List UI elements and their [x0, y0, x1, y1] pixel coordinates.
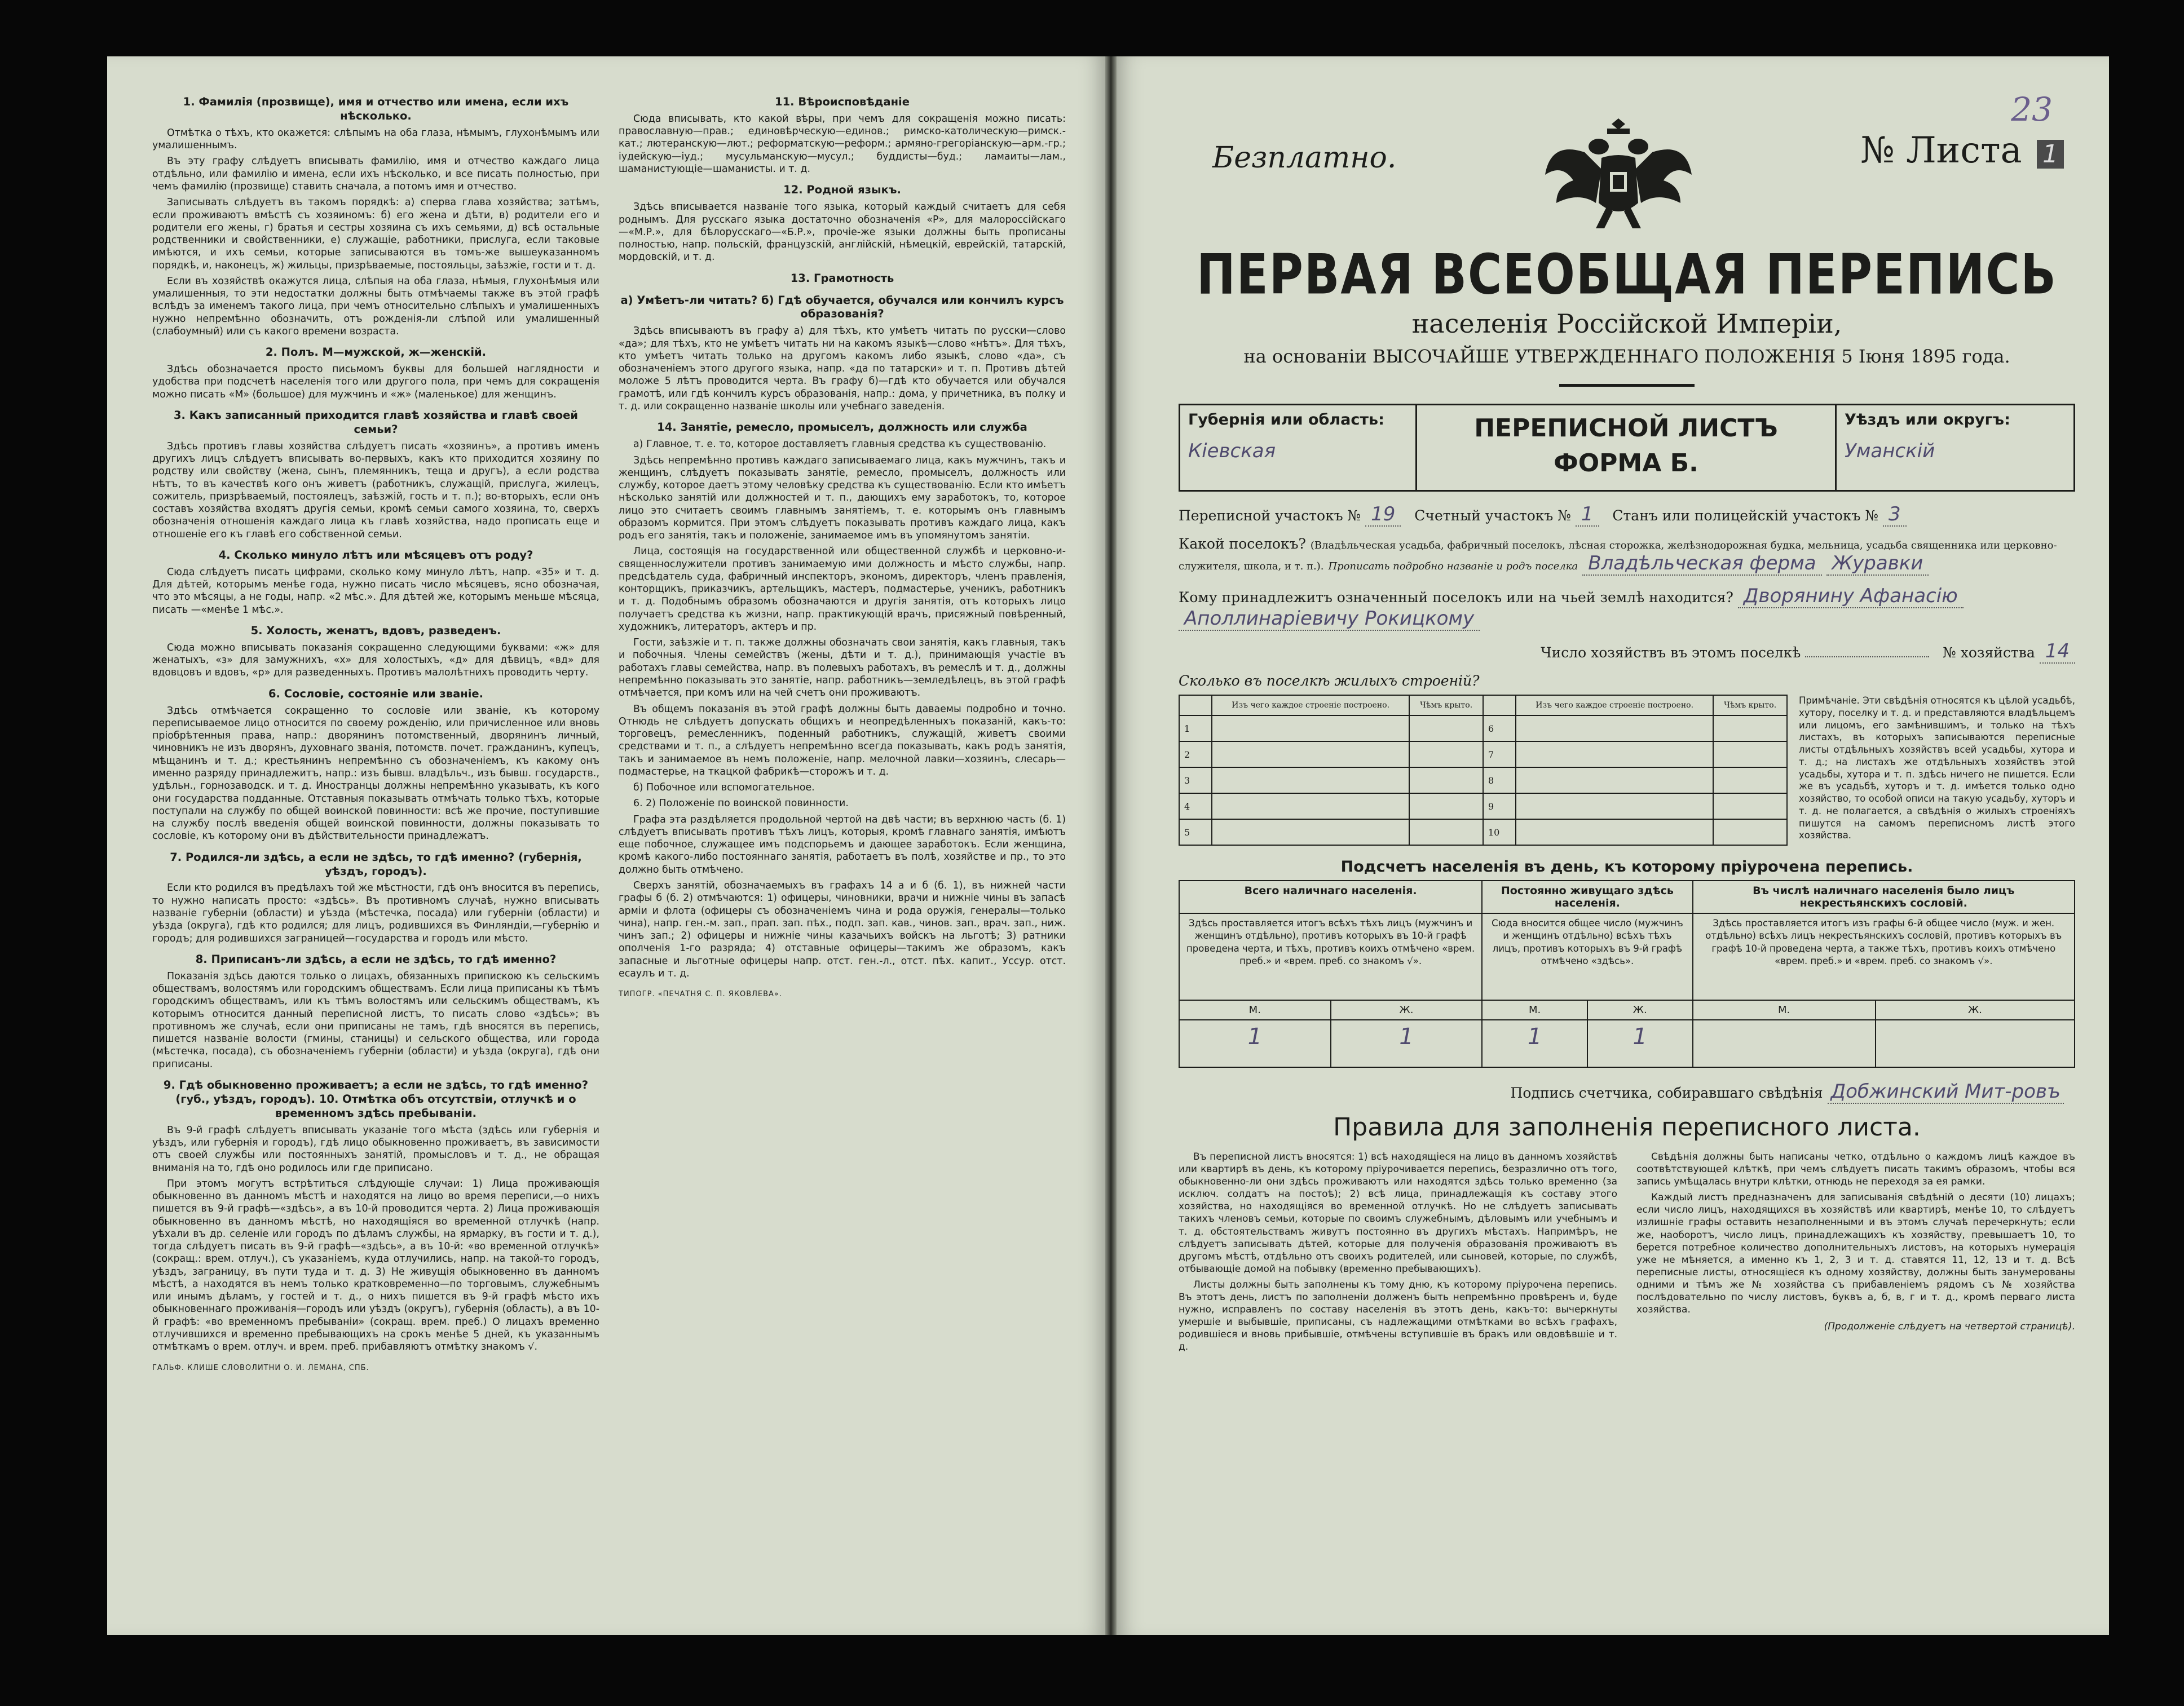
sex-label: Ж. — [1331, 1000, 1483, 1020]
sex-label: М. — [1179, 1000, 1331, 1020]
sex-label: Ж. — [1876, 1000, 2075, 1020]
count-value — [1876, 1020, 2075, 1067]
instruction-paragraph: Въ общемъ показанія въ этой графѣ должны быть даваемы подробно и точно. Отнюдь не слѣдуетъ допускать общихъ и неопредѣленныхъ показаній, какъ-то: торговецъ, ремесленникъ, поденный работникъ, служащій, живетъ своими средствами и т. п., а слѣдуетъ непремѣнно всегда показывать, какъ родъ занятія, такъ и занимаемое въ немъ положеніе, напр. мелочной лавки—хозяинъ, слесарь—подмастерье, на ткацкой фабрикѣ—сторожъ и т. д. — [619, 703, 1066, 777]
uezd-cell: Уѣздъ или округъ: Уманскій — [1837, 405, 2073, 490]
instruction-paragraph: Если кто родился въ предѣлахъ той же мѣстности, гдѣ онъ вносится въ перепись, то нужно написать просто: «здѣсь». Въ противномъ случаѣ, нужно вписывать названіе губерніи (области) и уѣзда (мѣстечка, посада) или губерніи (области) и уѣзда (округа), гдѣ кто родился; для лицъ, родившихся въ Финляндіи,—губернію и городъ; для родившихся заграницей—государства и городъ или мѣсто. — [152, 882, 599, 944]
rules-section — [1179, 1151, 2075, 1357]
gubernia-cell: Губернія или область: Кіевская — [1180, 405, 1417, 490]
count-value: 1 — [1331, 1020, 1483, 1067]
section-heading: 3. Какъ записанный приходится главѣ хозяйства и главѣ своей семьи? — [173, 408, 579, 436]
buildings-row: 3 8 — [1179, 767, 1787, 793]
census-sheet-page — [1117, 56, 2109, 1635]
continued-note: (Продолженіе слѣдуетъ на четвертой страницѣ). — [1824, 1321, 2075, 1333]
sheet-number-value: 1 — [2037, 140, 2064, 169]
households-line: Число хозяйствъ въ этомъ поселкѣ № хозяйства 14 — [1179, 640, 2075, 662]
buildings-row: 4 9 — [1179, 793, 1787, 819]
buildings-label: Сколько въ поселкѣ жилыхъ строеній? — [1179, 673, 1480, 689]
count-column-description: Здѣсь проставляется итогъ всѣхъ тѣхъ лицъ (мужчинъ и женщинъ отдѣльно), противъ которыхъ въ 10-й графѣ проведена черта, и тѣхъ, противъ коихъ отмѣчено «врем. преб.» и «врем. преб. со знакомъ √». — [1179, 913, 1482, 1000]
free-label: Безплатно. — [1212, 141, 1397, 175]
form-type-cell: ПЕРЕПИСНОЙ ЛИСТЪ ФОРМА Б. — [1417, 405, 1837, 490]
instructions-column-right — [619, 87, 1066, 1612]
buildings-section — [1179, 695, 2075, 846]
sex-label: М. — [1482, 1000, 1587, 1020]
instruction-paragraph: Здѣсь вписываютъ въ графу а) для тѣхъ, кто умѣетъ читать по русски—слово «да»; для тѣхъ, кто не умѣетъ читать ни на какомъ языкѣ—слово «нѣтъ». Для тѣхъ, кто умѣетъ читать только на другомъ какомъ либо языкѣ, слово «да», съ обозначеніемъ этого другого языка, напр. «да по татарски» и т. п. Противъ дѣтей моложе 5 лѣтъ проводится черта. Въ графу б)—гдѣ кто обучается или обучался грамотѣ, или гдѣ кончилъ курсъ образованія, напр.: дома, у причетника, въ полку и т. д. или сокращенно названіе школы или учебнаго заведенія. — [619, 325, 1066, 413]
rules-column-right — [1636, 1151, 2075, 1357]
district-line: Переписной участокъ № 19 Счетный участокъ № 1 Станъ или полицейскій участокъ № 3 — [1179, 503, 2075, 525]
instruction-paragraph: Сюда слѣдуетъ писать цифрами, сколько кому минуло лѣтъ, напр. «35» и т. д. Для дѣтей, которымъ менѣе года, нужно писать число мѣсяцевъ, ясно обозначая, что это мѣсяцы, а не годы, напр. «2 мѣс.». Для дѣтей же, которымъ меньше мѣсяца, писать —«менѣе 1 мѣс.». — [152, 566, 599, 616]
count-column-header: Въ числѣ наличнаго населенія было лицъ некрестьянскихъ сословій. — [1693, 881, 2075, 913]
owner-value: Дворянину Афанасію — [1738, 585, 1964, 608]
rule-paragraph: Каждый листъ предназначенъ для записыванія свѣдѣній о десяти (10) лицахъ; если число лицъ, находящихся въ хозяйствѣ или квартирѣ, менѣе 10, то слѣдуетъ излишніе графы оставить незаполненными и въ этомъ случаѣ перечеркнуть; если же, наоборотъ, число лицъ, принадлежащихъ къ хозяйству, превышаетъ 10, то берется потребное количество дополнительныхъ листовъ, на которыхъ нумерація уже не мѣняется, а именно къ 1, 2, 3 и т. д. ставятся 11, 12, 13 и т. д. Всѣ переписные листы, относящіеся къ одному хозяйству, должны быть занумерованы одними и тѣмъ же № хозяйства съ прибавленіемъ рядомъ съ № хозяйства послѣдовательно по числу листовъ, буквъ а, б, в, г и т. д., кромѣ перваго листа хозяйства. — [1636, 1192, 2075, 1316]
section-heading: 11. Вѣроисповѣданіе — [775, 95, 910, 108]
section-heading: 13. Грамотность — [790, 271, 894, 285]
section-heading: 12. Родной языкъ. — [783, 183, 901, 197]
signature-value: Добжинский Мит-ровъ — [1828, 1080, 2064, 1104]
owner-value-2: Аполлинаріевичу Рокицкому — [1179, 607, 1480, 631]
rule-paragraph: Свѣдѣнія должны быть написаны четко, отдѣльно о каждомъ лицѣ каждое въ соотвѣтствующей клѣткѣ, при чемъ слѣдуетъ писать такимъ образомъ, чтобы вся запись умѣщалась внутри клѣтки, отнюдь не переходя за ея рамки. — [1636, 1151, 2075, 1188]
instruction-paragraph: Здѣсь непремѣнно противъ каждаго записываемаго лица, какъ мужчинъ, такъ и женщинъ, слѣдуетъ показывать занятіе, ремесло, промыселъ, должность или службу, которое даетъ этому человѣку средства къ существованію. Если кто имѣетъ нѣсколько занятій или должностей и т. п., дающихъ ему заработокъ, то, которое лицо это считаетъ своимъ главнымъ занятіемъ, т. е. которымъ онъ главнымъ образомъ кормится. При этомъ слѣдуетъ показывать противъ каждаго лица, какъ родъ его занятія, такъ и положеніе, занимаемое имъ въ упомянутомъ занятіи. — [619, 454, 1066, 542]
instruction-paragraph: Здѣсь обозначается просто письмомъ буквы для большей наглядности и удобства при подсчетѣ населенія того или другого пола, при чемъ для сокращенія можно писать «М» (большое) для мужчинъ и «ж» (маленькое) для женщинъ. — [152, 364, 599, 400]
buildings-table: Изъ чего каждое строеніе построено. Чѣмъ крыто. Изъ чего каждое строеніе построено. Чѣмъ крыто. 1 6 2 7 3 8 4 9 5 10 — [1179, 695, 1788, 846]
population-count-title: Подсчетъ населенія въ день, къ которому пріурочена перепись. — [1340, 858, 1913, 876]
instruction-paragraph: Отмѣтка о тѣхъ, кто окажется: слѣпымъ на оба глаза, нѣмымъ, глухонѣмымъ или умалишеннымъ. — [152, 127, 599, 152]
buildings-row: 5 10 — [1179, 819, 1787, 845]
count-column-description: Здѣсь проставляется итогъ изъ графы 6-й общее число (муж. и жен. отдѣльно) всѣхъ лицъ некрестьянскихъ сословій, противъ которыхъ въ графѣ 10-й проведена черта, а также тѣхъ, противъ коихъ отмѣчено «врем. преб.» и «врем. преб. со знакомъ √». — [1693, 913, 2075, 1000]
census-district-value: 19 — [1365, 503, 1401, 527]
household-number-value: 14 — [2040, 640, 2075, 664]
rules-title: Правила для заполненія переписного листа. — [1333, 1113, 1921, 1142]
count-value — [1693, 1020, 1876, 1067]
section-heading: 4. Сколько минуло лѣтъ или мѣсяцевъ отъ роду? — [218, 548, 533, 562]
count-value: 1 — [1179, 1020, 1331, 1067]
instruction-paragraph: Показанія здѣсь даются только о лицахъ, обязанныхъ припискою къ сельскимъ обществамъ, волостямъ или городскимъ обществамъ. Если лица приписаны къ тѣмъ городскимъ обществамъ, или къ тѣмъ волостямъ или сельскимъ обществамъ, къ которымъ относится данный переписной листъ, то писать слово «здѣсь»; въ противномъ же случаѣ, если они приписаны не тамъ, гдѣ вносятся въ перепись, пишется названіе волости (гмины, станицы) и сельского общества, или города (мѣстечка, посада), съ обозначеніемъ губерніи (области) и уѣзда (округа), гдѣ они приписаны. — [152, 970, 599, 1070]
settlement-value: Владѣльческая ферма — [1582, 552, 1821, 576]
section-heading: 6. Сословіе, состояніе или званіе. — [268, 687, 484, 700]
form-subtitle: населенія Россійской Имперіи, — [1411, 308, 1842, 339]
count-district-value: 1 — [1576, 503, 1599, 527]
form-basis: на основаніи ВЫСОЧАЙШЕ УТВЕРЖДЕННАГО ПОЛОЖЕНІЯ 5 Іюня 1895 года. — [1243, 346, 2010, 367]
stan-value: 3 — [1883, 503, 1907, 527]
instruction-paragraph: Гости, заѣзжіе и т. п. также должны обозначать свои занятія, какъ главныя, такъ и побочныя. Члены семействъ (жены, дѣти и т. д.), принимающія участіе въ работахъ главы семейства, напр. въ полевыхъ работахъ, въ ремеслѣ и т. д., должны непремѣнно показывать это занятіе, напр. работникъ—земледѣлецъ, въ этой графѣ отмѣчается, при комъ или на чей счетъ они проживаютъ. — [619, 637, 1066, 699]
instructions-page — [107, 56, 1105, 1635]
gubernia-value: Кіевская — [1188, 440, 1276, 462]
instruction-paragraph: Лица, состоящія на государственной или общественной службѣ и церковно-и-священнослужители противъ занимаемую ими должность и мѣсто службы, напр. предсѣдатель суда, фабричный инспекторъ, экономъ, директоръ, членъ правленія, конторщикъ, приказчикъ, артельщикъ, мастеръ, подмастерье, ученикъ, работникъ и т. д. Подобнымъ образомъ обозначаются и другія занятія, отъ которыхъ лицо получаетъ средства къ жизни, напр. практикующій врачъ, присяжный повѣренный, художникъ, литераторъ, актеръ и пр. — [619, 546, 1066, 633]
form-title: ПЕРВАЯ ВСЕОБЩАЯ ПЕРЕПИСЬ — [1197, 242, 2057, 307]
section-heading: 8. Приписанъ-ли здѣсь, а если не здѣсь, то гдѣ именно? — [195, 952, 557, 966]
instruction-paragraph: Здѣсь вписывается названіе того языка, который каждый считаетъ для себя роднымъ. Для русскаго языка достаточно обозначенія «Р», для малороссійскаго—«М.Р.», для бѣлорусскаго—«Б.Р.», прочіе-же языки должны быть прописаны полностью, напр. польскій, французскій, англійскій, нѣмецкій, еврейскій, татарскій, мордовскій, и т. д. — [619, 201, 1066, 263]
enumerator-signature: Подпись счетчика, собиравшаго свѣдѣнія Добжинский Мит-ровъ — [1179, 1080, 2064, 1103]
instruction-paragraph: Въ 9-й графѣ слѣдуетъ вписывать указаніе того мѣста (здѣсь или губернія и уѣздъ, или губернія и городъ), гдѣ лицо обыкновенно проживаетъ, въ зависимости отъ своей службы или постоянныхъ занятій, промысловъ и т. д., не обращая вниманія на то, гдѣ оно родилось или где приписано. — [152, 1124, 599, 1174]
instruction-paragraph: Сюда можно вписывать показанія сокращенно следующими буквами: «ж» для женатыхъ, «з» для замужнихъ, «х» для холостыхъ, «д» для дѣвицъ, «вд» для вдовцовъ и вдовъ, «р» для разведенныхъ. Противъ малолѣтнихъ проводить черту. — [152, 642, 599, 679]
population-count-table — [1179, 880, 2075, 1068]
instruction-paragraph: 6. 2) Положеніе по воинской повинности. — [633, 798, 849, 810]
instruction-paragraph: Если въ хозяйствѣ окажутся лица, слѣпыя на оба глаза, нѣмыя, глухонѣмыя или умалишенныя, то эти недостатки должны быть отмѣчаемы также въ этой графѣ вслѣдъ за именемъ такого лица, при чемъ относительно слѣпыхъ и умалишенныхъ нужно непремѣнно обозначить, отъ рожденія-ли слѣпой или умалишенный (слабоумный) или съ какого времени возраста. — [152, 275, 599, 337]
double-headed-eagle-icon — [1539, 107, 1697, 237]
instructions-column-left — [152, 87, 599, 1612]
instruction-paragraph: Записывать слѣдуетъ въ такомъ порядкѣ: а) сперва глава хозяйства; затѣмъ, если проживаютъ вмѣстѣ съ хозяиномъ: б) его жена и дѣти, в) родители его и родители его жены, г) братья и сестры хозяина съ ихъ семьями, д) всѣ остальные родственники и свойственники, е) служащіе, работники, прислуга, если таковые имѣются, и ихъ семьи, которые записываются въ томъ-же вышеуказанномъ порядкѣ, и, наконецъ, ж) жильцы, призрѣваемые, постояльцы, заѣзжіе, гости и т. д. — [152, 197, 599, 271]
buildings-note: Примѣчаніе. Эти свѣдѣнія относятся къ цѣлой усадьбѣ, хутору, поселку и т. д. и представляются владѣльцемъ или лицомъ, его замѣнившимъ, и только на тѣхъ листахъ, въ которыхъ записываются переписные листы отдѣльныхъ хозяйствъ всей усадьбы, хутора и т. д.; на листахъ же отдѣльныхъ хозяйствъ этой усадьбы, хутора и т. п. здѣсь ничего не пишется. Если же въ усадьбѣ, хуторъ и т. д. имѣется только одно хозяйство, то особой описи на такую усадьбу, хуторъ и т. д. не полагается, а свѣдѣнія о жилыхъ строеніяхъ пишутся на самомъ переписномъ листѣ этого хозяйства. — [1799, 695, 2075, 841]
instruction-paragraph: Здѣсь противъ главы хозяйства слѣдуетъ писать «хозяинъ», а противъ именъ другихъ лицъ слѣдуетъ вписывать во-первыхъ, какъ кто приходится хозяину по родству или свойству (жена, сынъ, племянникъ, теща и другъ), а если родства нѣтъ, то въ качествѣ кого онъ живетъ (работникъ, служащій, прислуга, жилецъ, сожитель, призрѣваемый, постоялецъ, заѣзжій, гость и т. п.); во-вторыхъ, если онъ составъ хозяйства входятъ другія семьи, кромѣ семьи самого хозяина, то, сверхъ обозначенія отношенія каждаго лица къ главѣ хозяйства, надо прописать еще и отношеніе его къ главѣ его собственной семьи. — [152, 440, 599, 540]
uezd-value: Уманскій — [1845, 440, 1935, 462]
count-column-header: Постоянно живущаго здѣсь населенія. — [1482, 881, 1692, 913]
settlement-value-2: Журавки — [1826, 552, 1929, 576]
rules-column-left — [1179, 1151, 1617, 1357]
section-heading: 7. Родился-ли здѣсь, а если не здѣсь, то гдѣ именно? (губернія, уѣздъ, городъ). — [170, 850, 582, 878]
handwritten-page-number: 23 — [2011, 90, 2053, 129]
count-value: 1 — [1587, 1020, 1693, 1067]
rule-paragraph: Въ переписной листъ вносятся: 1) всѣ находящіеся на лицо въ данномъ хозяйствѣ или квартирѣ въ день, къ которому пріурочивается перепись, безразлично отъ того, обыкновенно-ли они здѣсь проживаютъ или находятся здѣсь только временно (за исключ. солдатъ на постоѣ); 2) всѣ лица, принадлежащія къ составу этого хозяйства, но находящіяся во временной отлучкѣ. Но не слѣдуетъ записывать такихъ членовъ семьи, которые по своимъ служебнымъ, дѣловымъ или учебнымъ и т. д. обстоятельствамъ живутъ постоянно въ другихъ мѣстахъ. Напримѣръ, не слѣдуетъ записывать дѣтей, которые для полученія образованія проживаютъ въ другомъ мѣстѣ, отдѣльно отъ своихъ родителей, или сыновей, которые, по службѣ, отбывающіе домой на побывку (временно пребывающихъ). — [1179, 1151, 1617, 1275]
section-heading: а) Умѣетъ-ли читать? б) Гдѣ обучается, обучался или кончилъ курсъ образованія? — [620, 293, 1064, 321]
section-heading: 14. Занятіе, ремесло, промыселъ, должность или служба — [657, 421, 1027, 434]
census-form-spread — [107, 56, 2109, 1635]
title-divider — [1559, 384, 1695, 387]
buildings-row: 1 6 — [1179, 715, 1787, 741]
section-heading: 5. Холость, женатъ, вдовъ, разведенъ. — [250, 624, 501, 637]
section-heading: 2. Полъ. М—мужской, ж—женскій. — [265, 346, 487, 359]
section-heading: 9. Гдѣ обыкновенно проживаетъ; а если не здѣсь, то гдѣ именно? (губ., уѣздъ, городъ). 10. Отмѣтка объ отсутствіи, отлучкѣ и о временномъ здѣсь пребываніи. — [163, 1078, 589, 1120]
count-column-description: Сюда вносится общее число (мужчинъ и женщинъ отдѣльно) всѣхъ тѣхъ лицъ, противъ которыхъ въ 9-й графѣ отмѣчено «здѣсь». — [1482, 913, 1692, 1000]
owner-line: Кому принадлежитъ означенный поселокъ или на чьей землѣ находится? Дворянину Афанасію Аполлинаріевичу Рокицкому — [1179, 585, 2075, 630]
instruction-paragraph: Сюда вписывать, кто какой вѣры, при чемъ для сокращенія можно писать: православную—прав.; единовѣрческую—единов.; римско-католическую—римск.-кат.; лютеранскую—лют.; реформатскую—реформ.; армяно-грегоріанскую—арм.-гр.; іудейскую—іуд.; мусульманскую—мусул.; буддисты—буд.; ламаиты—лам., шаманистующіе—шаманисты. и т. д. — [619, 113, 1066, 175]
buildings-row: 2 7 — [1179, 741, 1787, 767]
sex-label: Ж. — [1587, 1000, 1693, 1020]
instruction-paragraph: б) Побочное или вспомогательное. — [633, 782, 815, 794]
printer-note: ТИПОГР. «ПЕЧАТНЯ С. П. ЯКОВЛЕВА». — [619, 990, 783, 999]
instruction-paragraph: а) Главное, т. е. то, которое доставляетъ главныя средства къ существованію. — [633, 439, 1047, 450]
instruction-paragraph: Въ эту графу слѣдуетъ вписывать фамилію, имя и отчество каждаго лица отдѣльно, или фамилію и имена, если ихъ нѣсколько, и все писать полностью, при чемъ фамилію (прозвище) ставить сначала, а потомъ имя и отчество. — [152, 156, 599, 192]
instruction-paragraph: При этомъ могутъ встрѣтиться слѣдующіе случаи: 1) Лица проживающія обыкновенно въ данномъ мѣстѣ и находятся на лицо во время переписи,—о нихъ пишется въ 9-й графѣ—«здѣсь», а въ 10-й проводится черта. 2) Лица проживающія обыкновенно въ данномъ мѣстѣ, но находящіяся во временной отлучкѣ (напр. уѣхали въ др. селеніе или городъ по дѣламъ службы, на ярмарку, въ гости и т. д.), тогда слѣдуетъ писать въ 9-й графѣ—«здѣсь», а въ 10-й: «во временной отлучкѣ» (сокращ.: врем. отлуч.), съ указаніемъ, куда отлучились, напр. на такой-то городъ, уѣздъ, заграницу, въ пути туда и т. д. 3) Не живущія обыкновенно въ данномъ мѣстѣ, а находятся въ немъ только кратковременно—по торговымъ, служебнымъ или инымъ дѣламъ, у гостей и т. д., о нихъ пишется въ 9-й графѣ мѣсто ихъ обыкновеннаго проживанія—городъ или уѣздъ (округъ), губернія (область), а въ 10-й графѣ: «во временномъ пребываніи» (сокращ. врем. преб.) О лицахъ временно отлучившихся и временно пребывающихъ на срокъ менѣе 5 дней, къ указаннымъ отмѣткамъ о врем. отлуч. и врем. преб. прибавляютъ отмѣтку знакомъ √. — [152, 1178, 599, 1353]
instruction-paragraph: Графа эта раздѣляется продольной чертой на двѣ части; въ верхнюю часть (б. 1) слѣдуетъ вписывать противъ тѣхъ лицъ, которыя, кромѣ главнаго занятія, имѣютъ еще побочное, служащее имъ подспорьемъ и дающее заработокъ. Если женщина, кромѣ какого-либо постояннаго занятія, работаетъ въ полѣ, хозяйстве и пр., то это должно быть отмѣчено. — [619, 814, 1066, 876]
settlement-line: Какой поселокъ? (Владѣльческая усадьба, фабричный поселокъ, лѣсная сторожка, желѣзнодорожная будка, мельница, усадьба священника или церковно-служителя, школа, и т. п.). Прописать подробно названіе и родъ поселка Владѣльческая ферма Журавки — [1179, 536, 2057, 574]
book-gutter — [1105, 56, 1117, 1635]
printer-note: ГАЛЬФ. КЛИШЕ СЛОВОЛИТНИ О. И. ЛЕМАНА, СПБ. — [152, 1363, 369, 1372]
rule-paragraph: Листы должны быть заполнены къ тому дню, къ которому пріурочена перепись. Въ этотъ день, листъ по заполненіи долженъ быть непремѣнно провѣренъ и, буде нужно, исправленъ по составу населенія въ этотъ день, какъ-то: вычеркнуты умершіе и выбывшіе, приписаны, съ надлежащими отмѣтками во всѣхъ графахъ, родившіеся и вновь прибывшіе, отмѣчены вступившіе въ бракъ или овдовѣвшіе и т. д. — [1179, 1279, 1617, 1353]
count-column-header: Всего наличнаго населенія. — [1179, 881, 1482, 913]
sex-label: М. — [1693, 1000, 1876, 1020]
count-value: 1 — [1482, 1020, 1587, 1067]
form-header-box — [1179, 404, 2075, 492]
instruction-paragraph: Здѣсь отмѣчается сокращенно то сословіе или званіе, къ которому переписываемое лицо относится по своему рожденію, или причисленное или вновь пріобрѣтенныя права, напр.: дворянинъ потомственный, дворянинъ личный, чиновникъ не изъ дворянъ, духовнаго званія, потомств. почет. гражданинъ, купецъ, мѣщанинъ и т. д.; крестьянинъ непремѣнно съ обозначеніемъ, къ какому онъ именно разряду принадлежитъ, напр.: изъ бывш. владѣльч., изъ бывш. государств., удѣльн., горнозаводск. и т. д. Иностранцы должны непремѣнно указывать, къ кого они государства подданные. Отставныя показывать отмѣчать только тѣхъ, которые поступали на службу по общей воинской повинности: всѣ же прочие, поступившие на службу послѣ введенія общей воинской повинности, должны показывать то сословіе, къ которому они въ дѣйствительности принадлежатъ. — [152, 705, 599, 842]
section-heading: 1. Фамилія (прозвище), имя и отчество или имена, если ихъ нѣсколько. — [183, 95, 569, 122]
sheet-number: № Листа 1 — [1860, 130, 2064, 171]
instruction-paragraph: Сверхъ занятій, обозначаемыхъ въ графахъ 14 а и б (б. 1), въ нижней части графы б (б. 2) отмѣчаются: 1) офицеры, чиновники, врачи и нижніе чины въ запасѣ арміи и флота (офицеры съ обозначеніемъ чина и рода оружія, генералы—только чина), напр. ген.-м. зап., прап. зап. пѣх., подп. зап. кав., чинов. зап., врач. зап., ниж. чинъ зап.; 2) офицеры и нижніе чины казачьихъ войскъ на льготѣ; 3) ратники ополченія 1-го разряда; 4) отставные офицеры—такимъ же образомъ, какъ запасные и льготные офицеры напр. отст. ген.-л., отст. пѣх. капит., Уссур. отст. есаулъ и т. д. — [619, 880, 1066, 979]
